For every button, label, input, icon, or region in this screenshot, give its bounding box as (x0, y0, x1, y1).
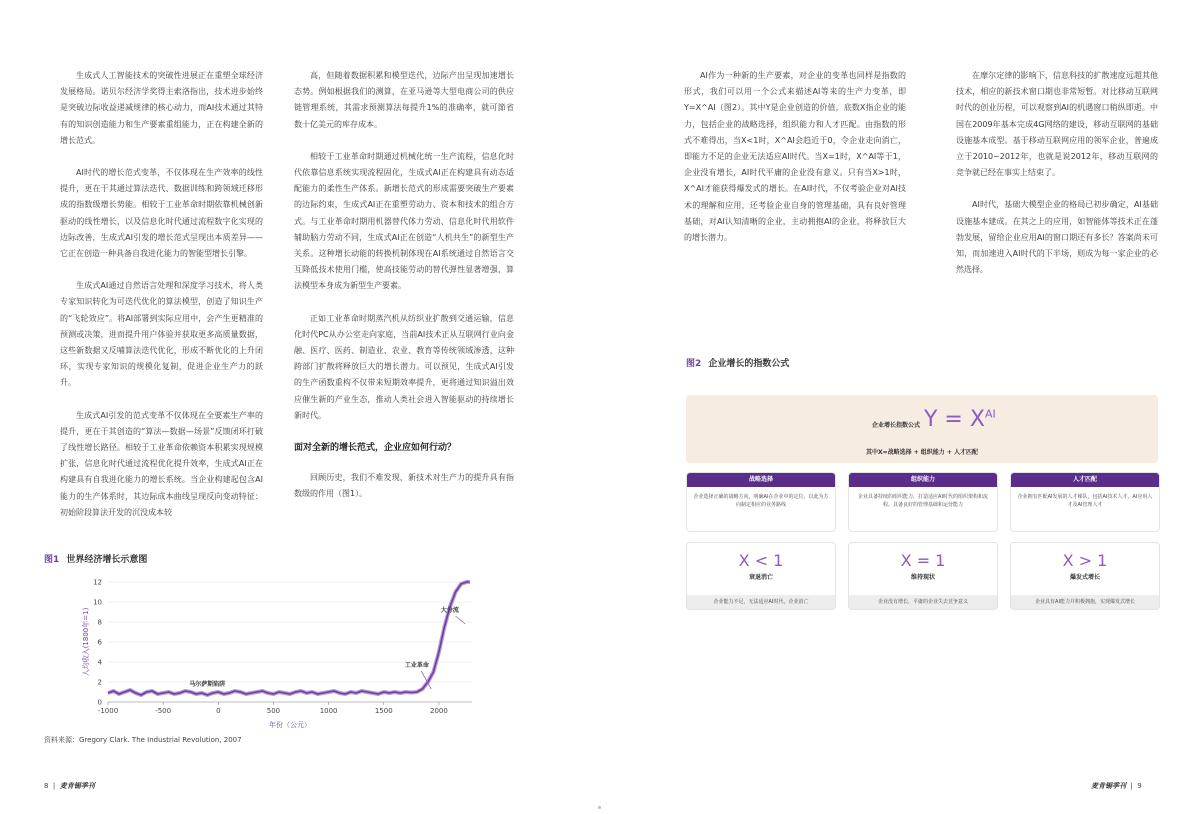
series-line-shadow (108, 582, 470, 695)
figure-2-number: 图2 (686, 359, 702, 369)
y-tick-label: 8 (97, 618, 102, 627)
case-label: 衰退消亡 (748, 574, 773, 581)
body-paragraph: AI时代的增长范式变革，不仅体现在生产效率的线性提升，更在于其通过算法迭代、数据训练和跨领域迁移形成的指数级增长势能。相较于工业革命时期依靠机械创新驱动的线性增长，以及信息化时代通过流程数字化实现的边际改善，生成式AI引发的增长范式呈现出本质差异——它正在创造一种具备自我进化能力的智能型增长引擎。 (60, 168, 263, 259)
annotation-label: 大分流 (440, 607, 459, 614)
formula-panel (686, 395, 1158, 463)
body-paragraph: AI作为一种新的生产要素，对企业的变革也同样是指数的形式，我们可以用一个公式来描述AI等来的生产力变革，即Y=X^AI（图2）。其中Y是企业创造的价值，底数X指企业的能力，包括企业的战略选择，组织能力和人才匹配。由指数的形式不难得出，当X<1时，X^AI会趋近于0，令企业走向消亡，即能力不足的企业无法适应AI时代。当X=1时，X^AI等于1，企业没有增长，AI时代平庸的企业没有意义。只有当X>1时，X^AI才能获得爆发式的增长。在AI时代，不仅考验企业对AI技术的理解和应用，还考验企业自身的管理基础，具有良好管理基础，对AI认知清晰的企业，主动拥抱AI的企业，将释放巨大的增长潜力。 (684, 71, 906, 243)
x-axis-label: 年份（公元） (269, 721, 311, 729)
factor-description: 企业拥有匹配AI发展的人才梯队，包括AI技术人才、AI应用人才及AI管理人才 (1017, 494, 1153, 508)
case-value: X = 1 (900, 551, 946, 570)
case-note: 企业具有AI能力并积极拥抱，实现爆发式增长 (1011, 595, 1159, 609)
case-card-less-than-one (686, 542, 836, 610)
y-tick-label: 10 (93, 598, 102, 607)
annotation-label: 马尔萨斯陷阱 (189, 681, 226, 688)
brand-left: 麦肯锡季刊 (59, 782, 95, 790)
page-number-left: 8 (44, 782, 49, 790)
gutter-mark (598, 806, 601, 809)
factor-card-talent (1010, 472, 1160, 532)
right-column-1 (684, 68, 906, 262)
page-number-right: 9 (1137, 782, 1142, 790)
y-tick-label: 12 (93, 578, 102, 587)
series-line (108, 582, 470, 695)
right-page (600, 0, 1200, 814)
case-card-equal-one (848, 542, 998, 610)
body-paragraph: 高，但随着数据积累和模型迭代，边际产出呈现加速增长态势。例如根据我们的测算，在亚马逊等大型电商公司的供应链管理系统，其需求预测算法每提升1%的准确率，就可節省数十亿美元的库存成本。 (294, 71, 514, 129)
section-heading: 面对全新的增长范式，企业应如何行动？ (294, 443, 457, 454)
body-paragraph: 回顾历史，我们不难发现，新技术对生产力的提升具有指数级的作用（图1）。 (294, 473, 514, 499)
right-footer: 麦肯锡季刊 | 9 (1091, 782, 1142, 790)
left-footer: 8 | 麦肯锡季刊 (44, 782, 95, 790)
figure-1-number: 图1 (44, 555, 60, 565)
figure-1-caption: 世界经济增长示意图 (66, 555, 148, 565)
body-paragraph: 正如工业革命时期蒸汽机从纺织业扩散到交通运输，信息化时代PC从办公室走向家庭，当前AI技术正从互联网行业向金融、医疗、医药、制造业、农业、教育等传统领域渗透，这种跨部门扩散将释放巨大的增长潜力。可以预见，生成式AI引发的生产函数重构不仅带来短期效率提升，更将通过知识溢出效应催生新的产业生态，推动人类社会进入智能驱动的持续增长新时代。 (294, 313, 514, 420)
factor-card-strategy (686, 472, 836, 532)
brand-right: 麦肯锡季刊 (1091, 782, 1126, 790)
world-growth-chart (60, 570, 480, 735)
body-paragraph: 相较于工业革命时期通过机械化统一生产流程，信息化时代依靠信息系统实现流程固化，生成式AI正在构建具有动态适配能力的柔性生产体系。新增长范式的形成需要突破生产要素的边际约束，生成式AI正在重塑劳动力、资本和技术的组合方式。与工业革命时期用机器替代体力劳动、信息化时代用软件辅助脑力劳动不同，生成式AI正在创造“人机共生”的新型生产关系。这种增长动能的转换机制体现在AI系统通过自然语言交互降低技术使用门槛，使高技能劳动的替代弹性显著增强，算法模型本身成为新型生产要素。 (294, 151, 514, 291)
case-label: 爆发式增长 (1069, 574, 1100, 581)
y-tick-label: 0 (97, 698, 102, 707)
formula-exponent: AI (984, 407, 996, 421)
y-tick-label: 2 (97, 678, 102, 687)
factor-title: 组织能力 (849, 473, 997, 487)
body-paragraph: AI时代，基础大模型企业的格局已初步确定，AI基础设施基本建成。在其之上的应用，如智能体等技术正在蓬勃发展，留给企业应用AI的窗口期还有多长？答案尚未可知，而加速进入AI时代的下半场，则成为每一家企业的必然选择。 (956, 200, 1158, 275)
factor-card-organization (848, 472, 998, 532)
x-tick-label: -500 (155, 707, 172, 715)
figure-2-caption: 企业增长的指数公式 (708, 359, 790, 369)
factor-title: 战略选择 (687, 473, 835, 487)
annotation-arrow (455, 616, 465, 624)
figure-2-title (686, 356, 789, 369)
x-tick-label: 500 (266, 707, 281, 715)
case-value: X > 1 (1062, 551, 1108, 570)
left-column-2 (294, 68, 514, 519)
factor-title: 人才匹配 (1011, 473, 1159, 487)
y-axis-label: 人均收入(1800年=1) (82, 607, 90, 677)
y-tick-label: 4 (97, 658, 102, 667)
x-tick-label: 2000 (429, 707, 448, 715)
x-tick-label: -1000 (97, 707, 119, 715)
x-tick-label: 1000 (319, 707, 338, 715)
formula-label: 企业增长指数公式 (872, 422, 921, 429)
body-paragraph: 生成式AI引发的范式变革不仅体现在全要素生产率的提升，更在于其创造的“算法—数据—场景”反馈闭环打破了线性增长路径。相较于工业革命依赖资本积累实现规模扩张，信息化时代通过流程优化提升效率，生成式AI正在构建具有自我进化能力的增长系统。当企业构建起包含AI能力的生产体系时，其边际成本曲线呈现反向变动特征：初始阶段算法开发的沉没成本较 (60, 410, 263, 517)
figure-1-title (44, 552, 147, 565)
x-tick-label: 0 (216, 707, 221, 715)
x-tick-label: 1500 (374, 707, 393, 715)
body-paragraph: 生成式人工智能技术的突破性进展正在重塑全球经济发展格局。诺贝尔经济学奖得主索洛指出，技术进步始终是突破边际收益递减规律的核心动力，而AI技术通过其特有的知识创造能力和生产要素重组能力，正在构建全新的增长范式。 (60, 71, 263, 145)
case-value: X < 1 (738, 551, 784, 570)
factor-description: 企业具备持续的组织能力，打造适应AI时代的组织架构和流程，具备良好的管理基础和运营能力 (858, 494, 988, 508)
body-paragraph: 在摩尔定律的影响下，信息科技的扩散速度远超其他技术，相应的新技术窗口期也非常短暂。对比移动互联网时代的创业历程，可以观察到AI的机遇窗口稍纵即逝。中国在2009年基本完成4G网络的建设，移动互联网的基础设施基本成型。基于移动互联网应用的领军企业，普遍成立于2010~2012年，也就是说2012年，移动互联网的竞争就已经在事实上结束了。 (956, 71, 1158, 178)
formula-base: Y = X (924, 407, 985, 432)
y-tick-label: 6 (97, 638, 102, 647)
right-column-2 (956, 68, 1158, 294)
case-note: 企业能力不足，无法适应AI时代，企业消亡 (687, 595, 835, 609)
growth-formula-infographic (686, 395, 1158, 620)
formula-definition: 其中X=战略选择 + 组织能力 + 人才匹配 (865, 449, 979, 456)
case-note: 企业没有增长，平庸的企业失去竞争意义 (849, 595, 997, 609)
formula (924, 407, 996, 432)
case-label: 维持现状 (910, 574, 935, 581)
left-column-1 (60, 68, 263, 537)
case-card-greater-than-one (1010, 542, 1160, 610)
annotation-label: 工业革命 (404, 662, 429, 669)
factor-description: 企业选择正确的战略方向，明确AI在企业中的定位，以此为方向制定相应的业务路线 (693, 494, 829, 508)
body-paragraph: 生成式AI通过自然语言处理和深度学习技术，将人类专家知识转化为可迭代优化的算法模型，创造了知识生产的“飞轮效应”。将AI部署到实际应用中，会产生更精准的预测或决策，进而提升用户体验并获取更多高质量数据，这些新数据又反哺算法迭代优化，形成不断优化的上升闭环，实现专家知识的规模化复制，促进企业生产力的跃升。 (60, 281, 263, 388)
figure-1-source: 资料来源：Gregory Clark. The Industrial Revolution, 2007 (44, 736, 242, 744)
